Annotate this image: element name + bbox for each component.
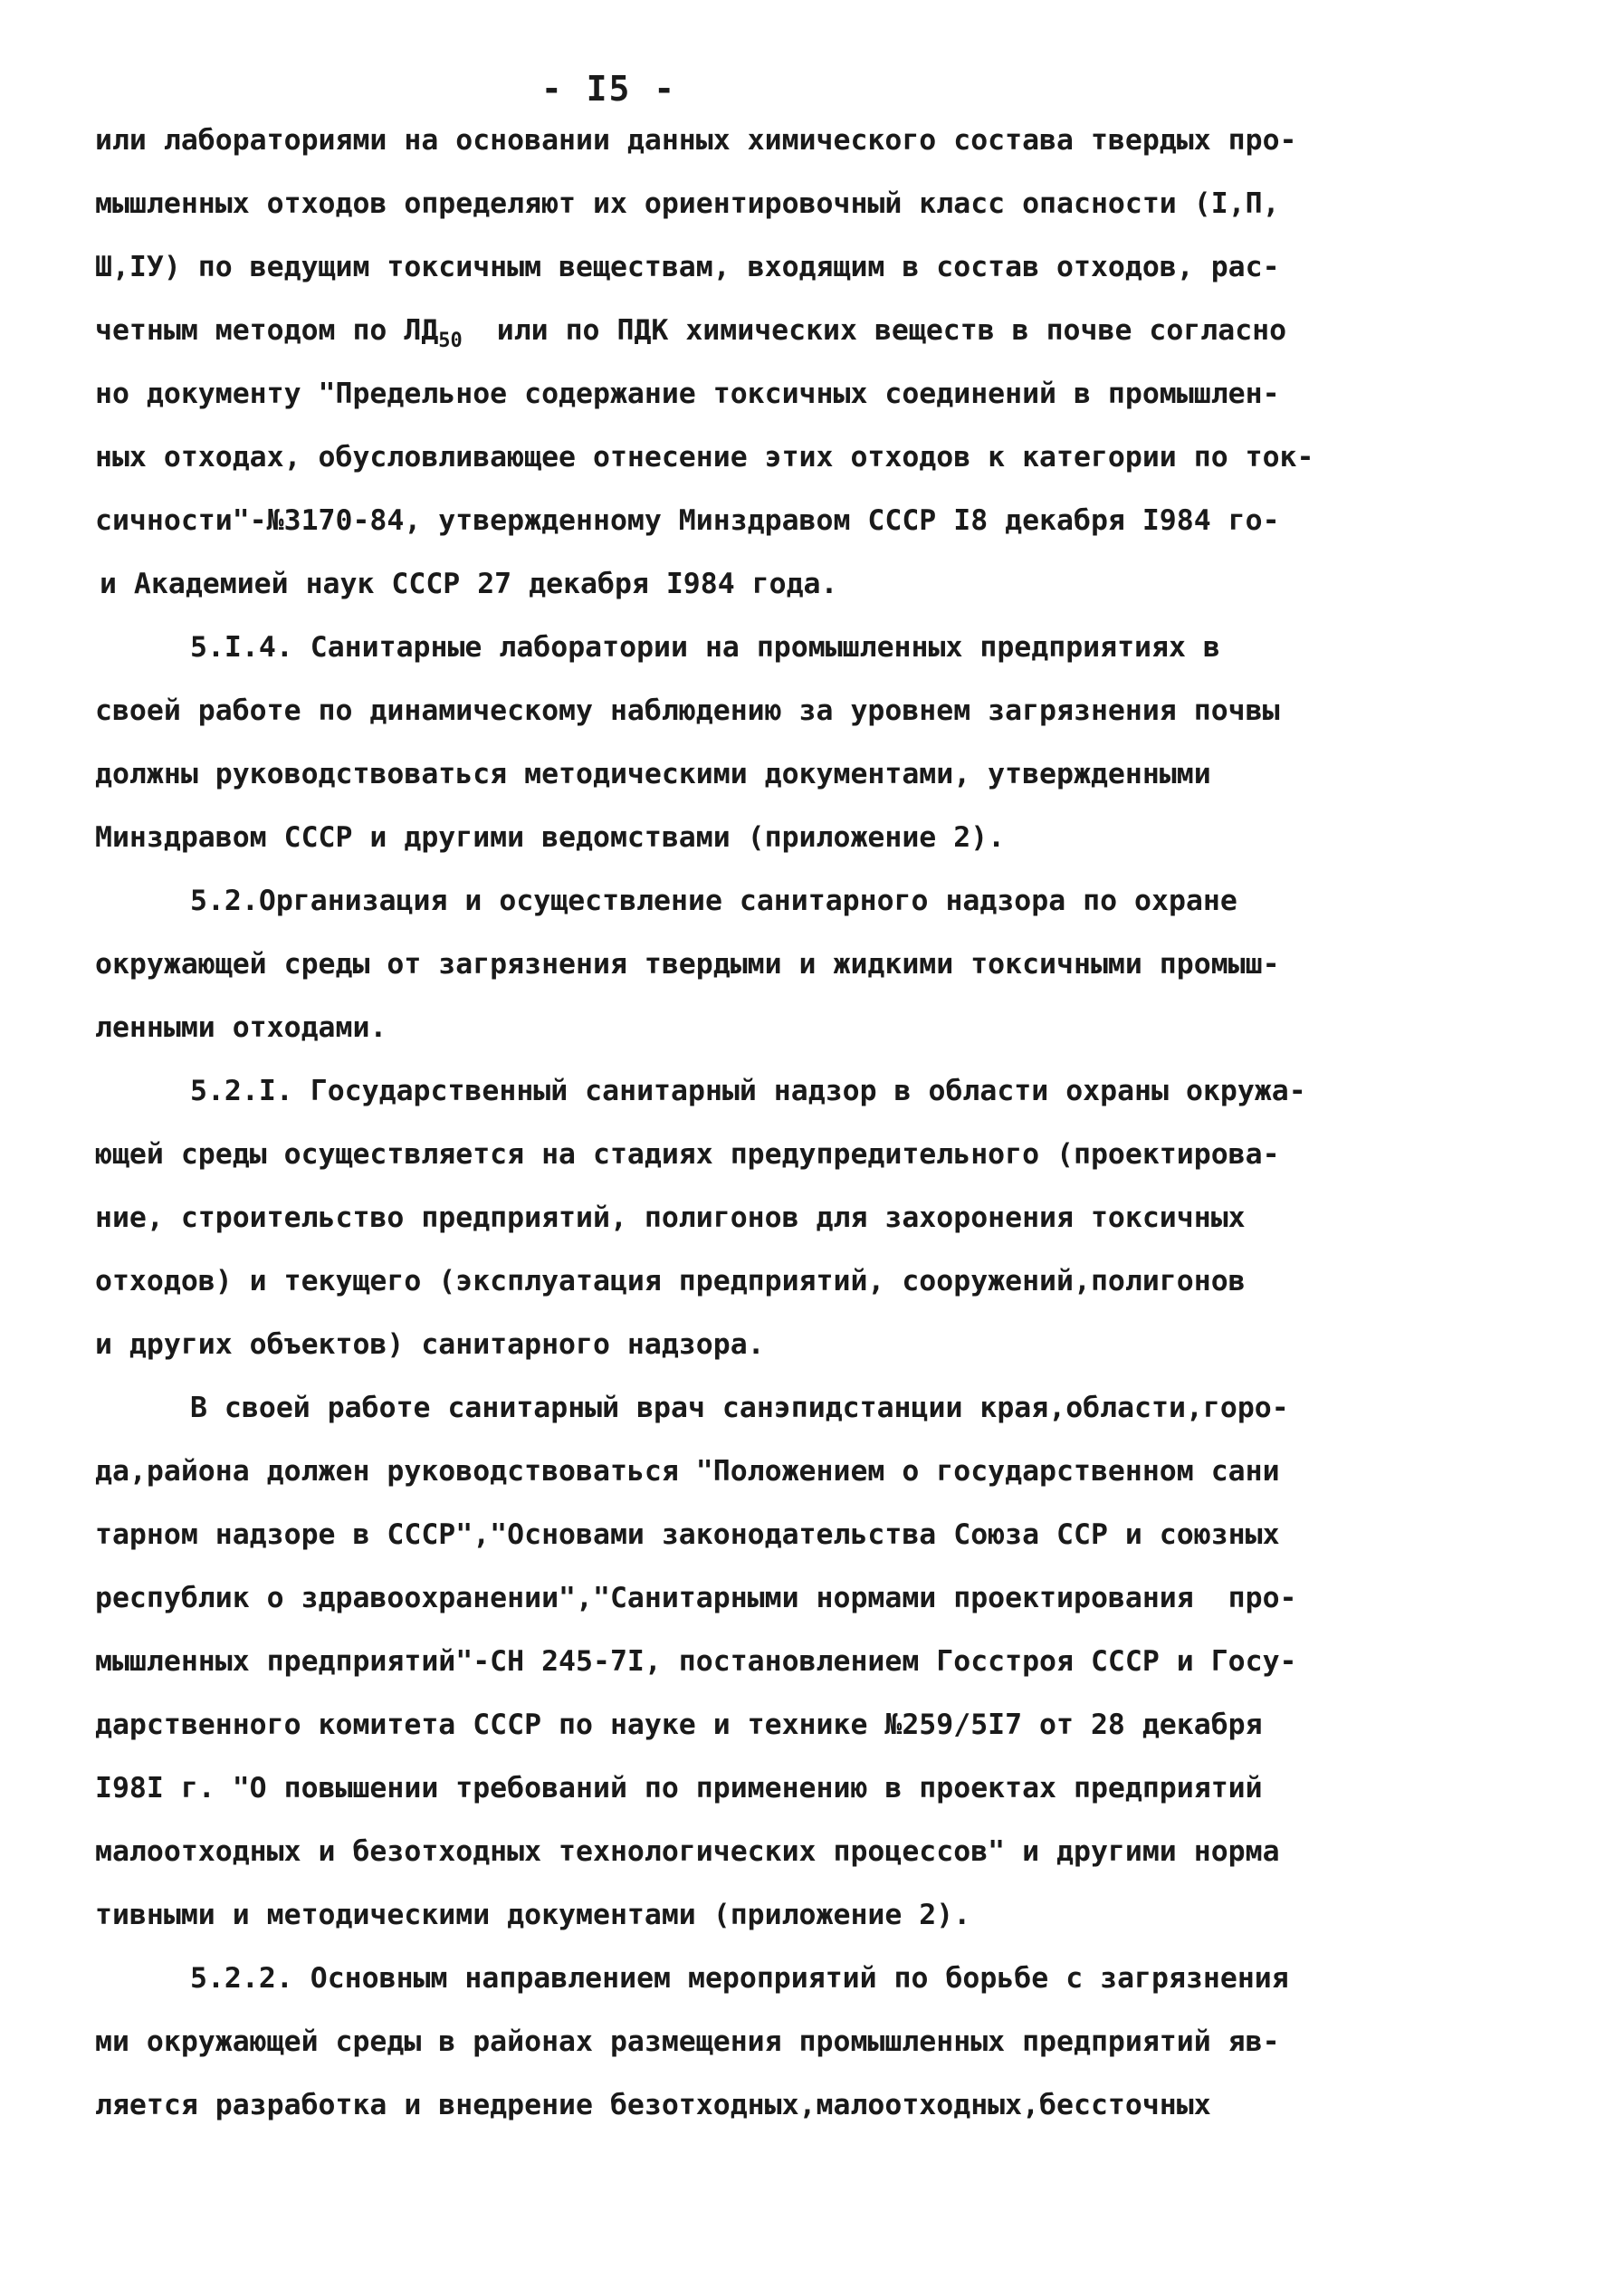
paragraph-start-line: 5.2.I. Государственный санитарный надзор в области охраны окружа- [190, 1075, 1306, 1107]
text-line: ных отходах, обусловливающее отнесение этих отходов к категории по ток- [95, 441, 1314, 474]
text-line: и других объектов) санитарного надзора. [95, 1328, 765, 1361]
paragraph-start-line: 5.2.2. Основным направлением мероприятий по борьбе с загрязнения [190, 1962, 1289, 1995]
document-body [95, 109, 1426, 2137]
text-line: но документу "Предельное содержание токсичных соединений в промышлен- [95, 378, 1280, 410]
paragraph-start-line: В своей работе санитарный врач санэпидстанции края,области,горо- [190, 1392, 1289, 1424]
subscript: 50 [438, 330, 463, 352]
text-line: отходов) и текущего (эксплуатация предприятий, сооружений,полигонов [95, 1265, 1246, 1297]
text-fragment: или по ПДК химических веществ в почве согласно [462, 314, 1287, 347]
text-line: своей работе по динамическому наблюдению за уровнем загрязнения почвы [95, 694, 1280, 727]
paragraph-start-line: 5.I.4. Санитарные лаборатории на промышленных предприятиях в [190, 631, 1220, 664]
text-line: да,района должен руководствоваться "Положением о государственном сани [95, 1455, 1280, 1488]
text-line: ляется разработка и внедрение безотходных,малоотходных,бессточных [95, 2089, 1211, 2121]
section-heading-line: 5.2.Организация и осуществление санитарного надзора по охране [190, 885, 1237, 917]
text-fragment: четным методом по ЛД [95, 314, 439, 347]
text-line: I98I г. "О повышении требований по применению в проектах предприятий [95, 1772, 1263, 1805]
text-line: ние, строительство предприятий, полигонов для захоронения токсичных [95, 1202, 1246, 1234]
text-line: и Академией наук СССР 27 декабря I984 года. [100, 568, 838, 600]
text-line: республик о здравоохранении","Санитарными нормами проектирования про- [95, 1582, 1297, 1614]
text-line: Ш,IУ) по ведущим токсичным веществам, входящим в состав отходов, рас- [95, 251, 1280, 283]
page-number: - I5 - [540, 69, 677, 109]
text-line: ми окружающей среды в районах размещения промышленных предприятий яв- [95, 2025, 1280, 2058]
text-line: должны руководствоваться методическими документами, утвержденными [95, 758, 1211, 790]
text-line: малоотходных и безотходных технологических процессов" и другими норма [95, 1835, 1280, 1868]
text-line-with-subscript [95, 299, 1426, 362]
text-line: ющей среды осуществляется на стадиях предупредительного (проектирова- [95, 1138, 1280, 1171]
text-line: мышленных отходов определяют их ориентировочный класс опасности (I,П, [95, 187, 1280, 220]
text-line: Минздравом СССР и другими ведомствами (приложение 2). [95, 821, 1006, 854]
text-line: тивными и методическими документами (приложение 2). [95, 1899, 971, 1931]
text-line: тарном надзоре в СССР","Основами законодательства Союза ССР и союзных [95, 1518, 1280, 1551]
text-line: сичности"-№3170-84, утвержденному Минздравом СССР I8 декабря I984 го- [95, 504, 1280, 537]
text-line: или лабораториями на основании данных химического состава твердых про- [95, 124, 1297, 157]
text-line: ленными отходами. [95, 1011, 387, 1044]
text-line: мышленных предприятий"-СН 245-7I, постановлением Госстроя СССР и Госу- [95, 1645, 1297, 1678]
text-line: окружающей среды от загрязнения твердыми и жидкими токсичными промыш- [95, 948, 1280, 981]
text-line: дарственного комитета СССР по науке и технике №259/5I7 от 28 декабря [95, 1709, 1263, 1741]
